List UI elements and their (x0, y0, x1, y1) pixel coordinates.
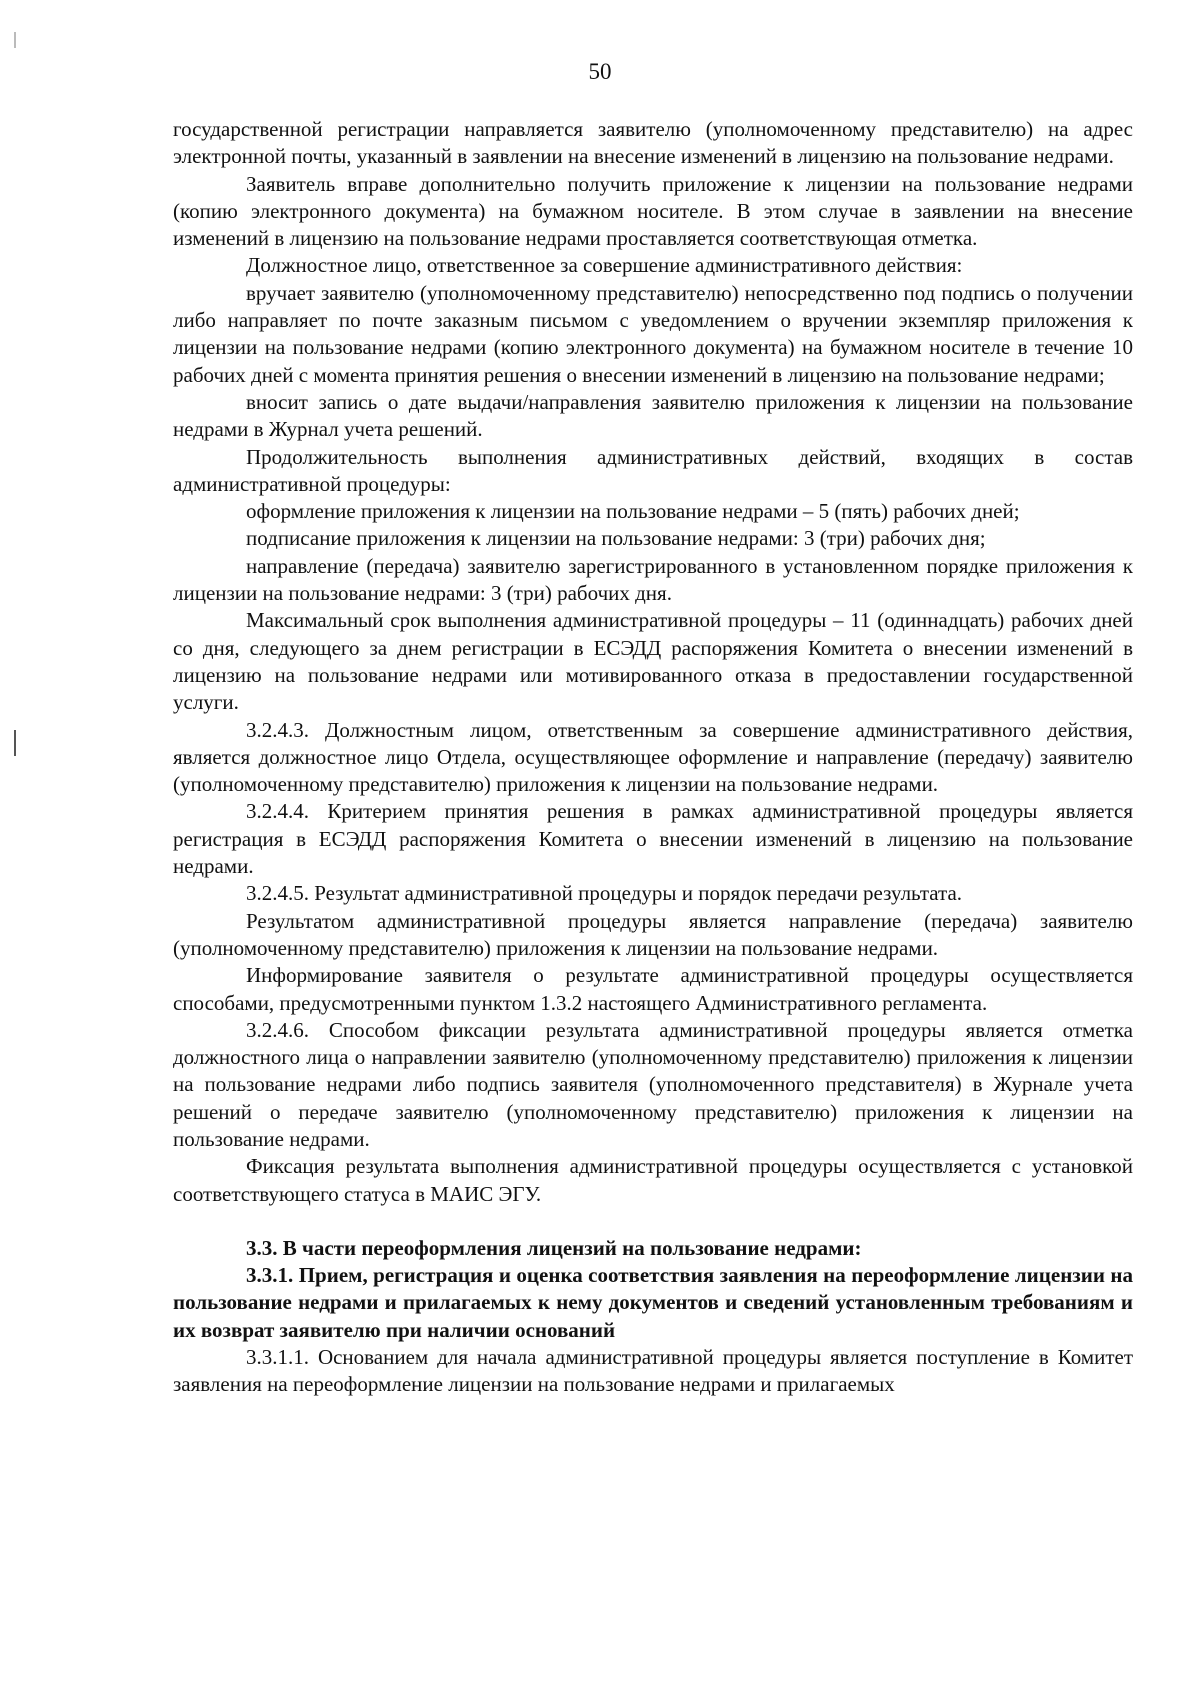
paragraph: Информирование заявителя о результате административной процедуры осуществляется способами, предусмотренными пунктом 1.3.2 настоящего Административного регламента. (173, 963, 1133, 1015)
paragraph: государственной регистрации направляется заявителю (уполномоченному представителю) на адрес электронной почты, указанный в заявлении на внесение изменений в лицензию на пользование недрами. (173, 117, 1133, 169)
paragraph: подписание приложения к лицензии на пользование недрами: 3 (три) рабочих дня; (246, 526, 986, 551)
scan-margin-mark-top (14, 32, 16, 48)
section-heading: 3.3. В части переоформления лицензий на пользование недрами: (246, 1235, 862, 1260)
section-gap (173, 1208, 1133, 1235)
final-paragraph: 3.3.1.1. Основанием для начала административной процедуры является поступление в Комитет заявления на переоформление лицензии на пользование недрами и прилагаемых (173, 1345, 1133, 1397)
paragraph: оформление приложения к лицензии на пользование недрами – 5 (пять) рабочих дней; (246, 499, 1020, 524)
paragraph: Максимальный срок выполнения административной процедуры – 11 (одиннадцать) рабочих дней со дня, следующего за днем регистрации в ЕСЭДД распоряжения Комитета о внесении изменений в лицензию на пользование недрами или мотивированного отказа в предоставлении государственной услуги. (173, 608, 1133, 715)
paragraph: вносит запись о дате выдачи/направления заявителю приложения к лицензии на пользование недрами в Журнал учета решений. (173, 389, 1133, 442)
page-number: 50 (588, 59, 612, 84)
paragraph: 3.2.4.4. Критерием принятия решения в рамках административной процедуры является регистрация в ЕСЭДД распоряжения Комитета о внесении изменений в лицензию на пользование недрами. (173, 799, 1133, 879)
paragraph: Фиксация результата выполнения административной процедуры осуществляется с установкой соответствующего статуса в МАИС ЭГУ. (173, 1154, 1133, 1206)
document-body (173, 116, 1133, 1399)
paragraph: Продолжительность выполнения административных действий, входящих в состав административной процедуры: (173, 444, 1133, 496)
paragraph: 3.2.4.6. Способом фиксации результата административной процедуры является отметка должностного лица о направлении заявителю (уполномоченному представителю) приложения к лицензии на пользование недрами либо подпись заявителя (уполномоченного представителя) в Журнале учета решений о передаче заявителю (уполномоченному представителю) приложения к лицензии на пользование недрами. (173, 1017, 1133, 1151)
subsection-heading: 3.3.1. Прием, регистрация и оценка соответствия заявления на переоформление лицензии на пользование недрами и прилагаемых к нему документов и сведений установленным требованиям и их возврат заявителю при наличии оснований (173, 1263, 1133, 1342)
paragraph: Результатом административной процедуры является направление (передача) заявителю (уполномоченному представителю) приложения к лицензии на пользование недрами. (173, 908, 1133, 960)
paragraph: вручает заявителю (уполномоченному представителю) непосредственно под подпись о получении либо направляет по почте заказным письмом с уведомлением о вручении экземпляр приложения к лицензии на пользование недрами (копию электронного документа) на бумажном носителе в течение 10 рабочих дней с момента принятия решения о внесении изменений в лицензию на пользование недрами; (173, 280, 1133, 387)
paragraph-list (173, 116, 1133, 1208)
paragraph: 3.2.4.3. Должностным лицом, ответственным за совершение административного действия, является должностное лицо Отдела, осуществляющее оформление и направление (передачу) заявителю (уполномоченному представителю) приложения к лицензии на пользование недрами. (173, 717, 1133, 797)
scan-margin-mark-middle (14, 730, 16, 756)
paragraph: Заявитель вправе дополнительно получить приложение к лицензии на пользование недрами (копию электронного документа) на бумажном носителе. В этом случае в заявлении на внесение изменений в лицензию на пользование недрами проставляется соответствующая отметка. (173, 171, 1133, 251)
paragraph: направление (передача) заявителю зарегистрированного в установленном порядке приложения к лицензии на пользование недрами: 3 (три) рабочих дня. (173, 553, 1133, 606)
paragraph: 3.2.4.5. Результат административной процедуры и порядок передачи результата. (246, 881, 963, 906)
paragraph: Должностное лицо, ответственное за совершение административного действия: (246, 253, 963, 278)
